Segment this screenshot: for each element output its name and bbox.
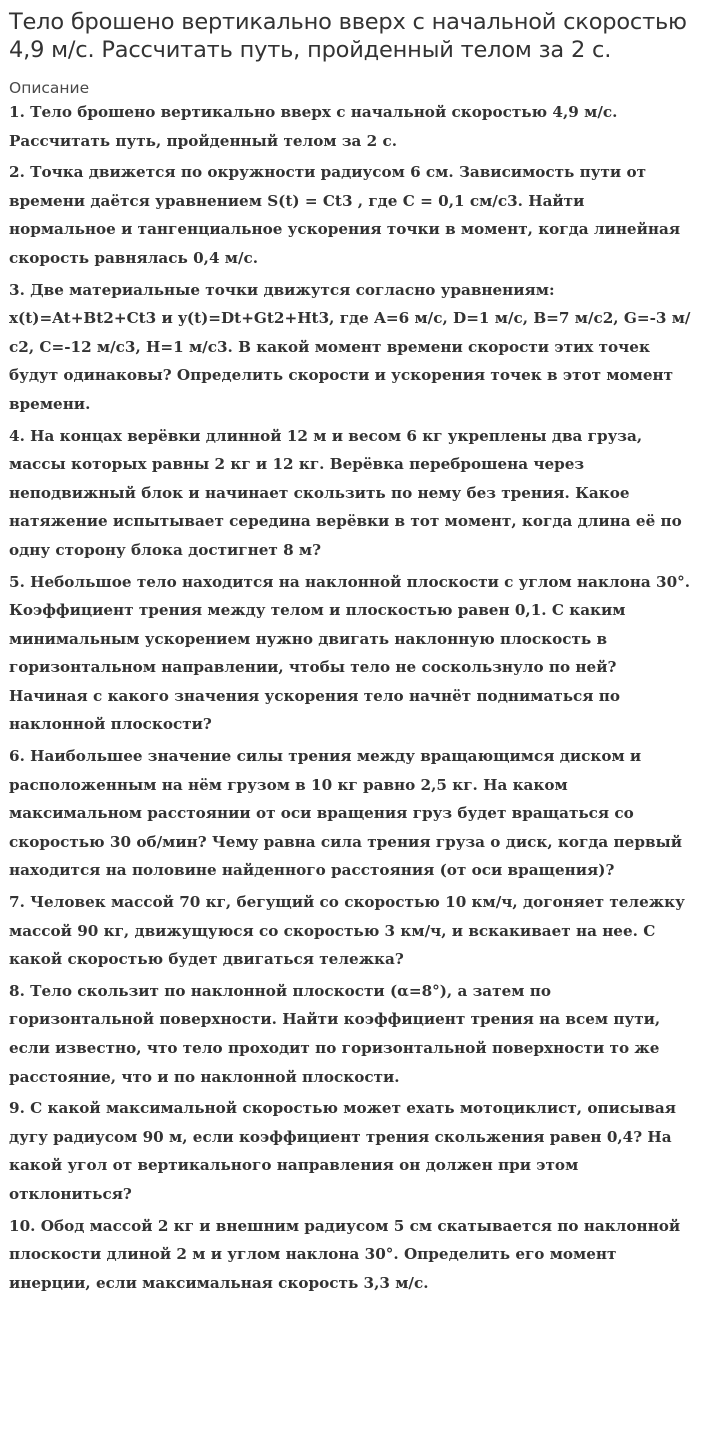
page-content (9, 8, 695, 1297)
task-item-4: 4. На концах верёвки длинной 12 м и весом 6 кг укреплены два груза, массы которых равны 2 кг и 12 кг. Верёвка переброшена через неподвижный блок и начинает скользить по нему без трения. Какое натяжение испытывает середина верёвки в тот момент, когда длина её по одну сторону блока достигнет 8 м? (9, 426, 682, 559)
task-item-8: 8. Тело скользит по наклонной плоскости (α=8°), а затем по горизонтальной поверхности. Найти коэффициент трения на всем пути, если известно, что тело проходит по горизонтальной поверхности то же расстояние, что и по наклонной плоскости. (9, 981, 661, 1086)
task-item-2: 2. Точка движется по окружности радиусом 6 см. Зависимость пути от времени даётся уравнением S(t) = Ct3 , где C = 0,1 см/с3. Найти нормальное и тангенциальное ускорения точки в момент, когда линейная скорость равнялась 0,4 м/с. (9, 163, 681, 267)
task-item-7: 7. Человек массой 70 кг, бегущий со скоростью 10 км/ч, догоняет тележку массой 90 кг, движущуюся со скоростью 3 км/ч, и вскакивает на нее. С какой скоростью будет двигаться тележка? (9, 893, 685, 969)
description-label: Описание (9, 79, 90, 97)
page-title: Тело брошено вертикально вверх с начальной скоростью 4,9 м/с. Рассчитать путь, пройденный телом за 2 с. (9, 9, 687, 63)
task-item-6: 6. Наибольшее значение силы трения между вращающимся диском и расположенным на нём грузом в 10 кг равно 2,5 кг. На каком максимальном расстоянии от оси вращения груз будет вращаться со скоростью 30 об/мин? Чему равна сила трения груза о диск, когда первый находится на половине найденного расстояния (от оси вращения)? (9, 747, 682, 880)
task-item-1: 1. Тело брошено вертикально вверх с начальной скоростью 4,9 м/с. Рассчитать путь, пройденный телом за 2 с. (9, 103, 618, 150)
task-list (9, 98, 695, 1297)
task-item-3: 3. Две материальные точки движутся согласно уравнениям: x(t)=At+Bt2+Ct3 и y(t)=Dt+Gt2+Ht3, где A=6 м/с, D=1 м/с, B=7 м/с2, G=-3 м/с2, C=-12 м/с3, H=1 м/с3. В какой момент времени скорости этих точек будут одинаковы? Определить скорости и ускорения точек в этот момент времени. (9, 280, 691, 413)
task-item-10: 10. Обод массой 2 кг и внешним радиусом 5 см скатывается по наклонной плоскости длиной 2 м и углом наклона 30°. Определить его момент инерции, если максимальная скорость 3,3 м/с. (9, 1216, 681, 1292)
task-item-5: 5. Небольшое тело находится на наклонной плоскости с углом наклона 30°. Коэффициент трения между телом и плоскостью равен 0,1. С каким минимальным ускорением нужно двигать наклонную плоскость в горизонтальном направлении, чтобы тело не соскользнуло по ней? Начиная с какого значения ускорения тело начнёт подниматься по наклонной плоскости? (9, 572, 691, 734)
task-item-9: 9. С какой максимальной скоростью может ехать мотоциклист, описывая дугу радиусом 90 м, если коэффициент трения скольжения равен 0,4? На какой угол от вертикального направления он должен при этом отклониться? (9, 1099, 676, 1203)
